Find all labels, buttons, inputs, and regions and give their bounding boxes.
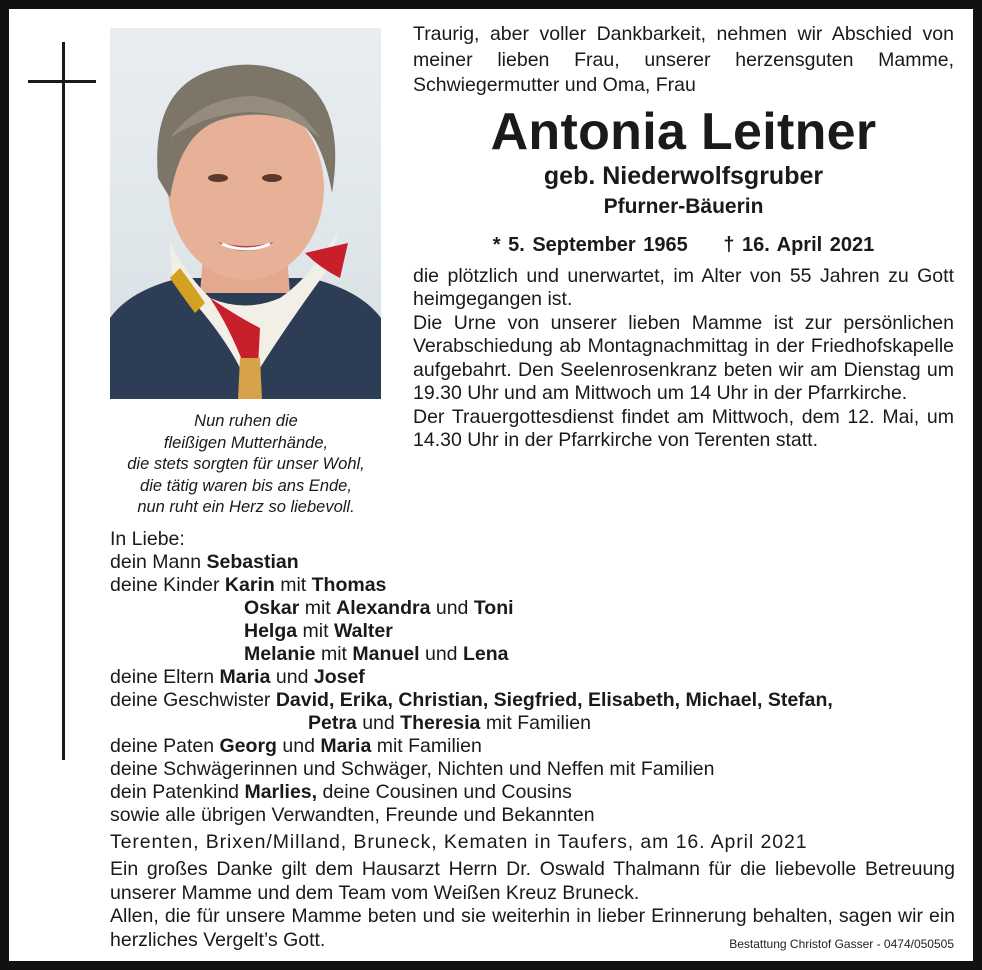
person-name: Toni — [473, 597, 514, 619]
mourner-children — [110, 597, 970, 620]
mourner-others: sowie alle übrigen Verwandten, Freunde und Bekannten — [110, 804, 595, 826]
mourners-list — [110, 528, 970, 827]
announcement-column — [413, 22, 954, 453]
connector: mit Familien — [485, 712, 591, 734]
relation-label: deine Geschwister — [110, 689, 271, 711]
poem — [96, 411, 396, 519]
mourner-husband — [110, 551, 970, 574]
relation-label: dein Mann — [110, 551, 202, 573]
mourner-siblings — [110, 689, 970, 712]
person-name: Manuel — [352, 643, 420, 665]
connector: mit Familien — [376, 735, 482, 757]
connector: mit — [304, 597, 331, 619]
place-date: Terenten, Brixen/Milland, Bruneck, Kematen in Taufers, am 16. April 2021 — [110, 831, 808, 853]
funeral-home-credit: Bestattung Christof Gasser - 0474/050505 — [729, 937, 954, 951]
cross-icon — [62, 42, 65, 760]
mourner-siblings — [110, 712, 970, 735]
farm-title: Pfurner-Bäuerin — [603, 194, 764, 218]
poem-line: die tätig waren bis ans Ende, — [140, 476, 352, 495]
connector: und — [275, 666, 309, 688]
connector: und — [282, 735, 315, 757]
person-name: Melanie — [244, 643, 316, 665]
body-paragraph: Der Trauergottesdienst findet am Mittwoch, dem 12. Mai, um 14.30 Uhr in der Pfarrkirche von Terenten statt. — [413, 405, 954, 451]
relation-label: deine Eltern — [110, 666, 215, 688]
mourner-in-laws: deine Schwägerinnen und Schwäger, Nichten und Neffen mit Familien — [110, 758, 715, 780]
relation-label: deine Kinder — [110, 574, 220, 596]
mourner-godchild — [110, 781, 970, 804]
intro-text: Traurig, aber voller Dankbarkeit, nehmen wir Abschied von meiner lieben Frau, unserer herzensguten Mamme, Schwiegermutter und Oma, Frau — [413, 23, 954, 96]
connector: mit — [302, 620, 329, 642]
person-name: Alexandra — [336, 597, 431, 619]
poem-line: die stets sorgten für unser Wohl, — [127, 455, 365, 473]
announcement-body — [413, 265, 954, 453]
life-dates — [413, 231, 954, 259]
poem-line: fleißigen Mutterhände, — [163, 433, 329, 452]
deceased-name: Antonia Leitner — [490, 102, 877, 161]
death-date: † 16. April 2021 — [723, 233, 875, 256]
connector: und — [362, 712, 395, 734]
thanks-paragraph: Allen, die für unsere Mamme beten und sie weiterhin in lieber Erinnerung behalten, sagen wir ein herzliches Vergelt’s Gott. — [110, 905, 955, 951]
body-paragraph: die plötzlich und unerwartet, im Alter von 55 Jahren zu Gott heimgegangen ist. — [413, 264, 954, 310]
person-name: Lena — [462, 643, 509, 665]
mourner-children — [110, 643, 970, 666]
person-name: Maria — [320, 735, 372, 757]
relation-label: dein Patenkind — [110, 781, 240, 803]
person-names: David, Erika, Christian, Siegfried, Elisabeth, Michael, Stefan, — [275, 689, 833, 711]
mourner-parents — [110, 666, 970, 689]
person-name: Georg — [219, 735, 277, 757]
connector: mit — [320, 643, 347, 665]
connector: mit — [280, 574, 307, 596]
person-name: Marlies, — [244, 781, 318, 803]
mourners-heading: In Liebe: — [110, 528, 185, 550]
relation-label: deine Cousinen und Cousins — [322, 781, 572, 803]
maiden-name: geb. Niederwolfsgruber — [543, 161, 824, 190]
portrait-photo — [110, 28, 381, 399]
mourner-godparents — [110, 735, 970, 758]
person-name: Josef — [313, 666, 365, 688]
birth-date: * 5. September 1965 — [492, 233, 688, 256]
connector: und — [435, 597, 469, 619]
person-name: Walter — [333, 620, 393, 642]
poem-line: nun ruht ein Herz so liebevoll. — [137, 498, 355, 516]
cross-icon-bar — [28, 80, 96, 83]
body-paragraph: Die Urne von unserer lieben Mamme ist zur persönlichen Verabschiedung ab Montagnachmittag in der Friedhofskapelle aufgebahrt. Den Seelenrosenkranz beten wir am Dienstag um 19.30 Uhr und am Mittwoch um 14 Uhr in der Pfarrkirche. — [413, 311, 954, 404]
person-name: Helga — [244, 620, 298, 642]
person-name: Thomas — [311, 574, 387, 596]
person-name: Sebastian — [206, 551, 299, 573]
person-name: Karin — [224, 574, 275, 596]
thanks-paragraph: Ein großes Danke gilt dem Hausarzt Herrn Dr. Oswald Thalmann für die liebevolle Betreuung unserer Mamme und dem Team vom Weißen Kreuz Bruneck. — [110, 858, 955, 904]
person-name: Petra — [308, 712, 357, 734]
relation-label: deine Paten — [110, 735, 215, 757]
poem-line: Nun ruhen die — [194, 412, 298, 430]
connector: und — [424, 643, 458, 665]
person-name: Maria — [219, 666, 271, 688]
mourner-children — [110, 574, 970, 597]
mourner-children — [110, 620, 970, 643]
person-name: Oskar — [244, 597, 300, 619]
person-name: Theresia — [400, 712, 481, 734]
